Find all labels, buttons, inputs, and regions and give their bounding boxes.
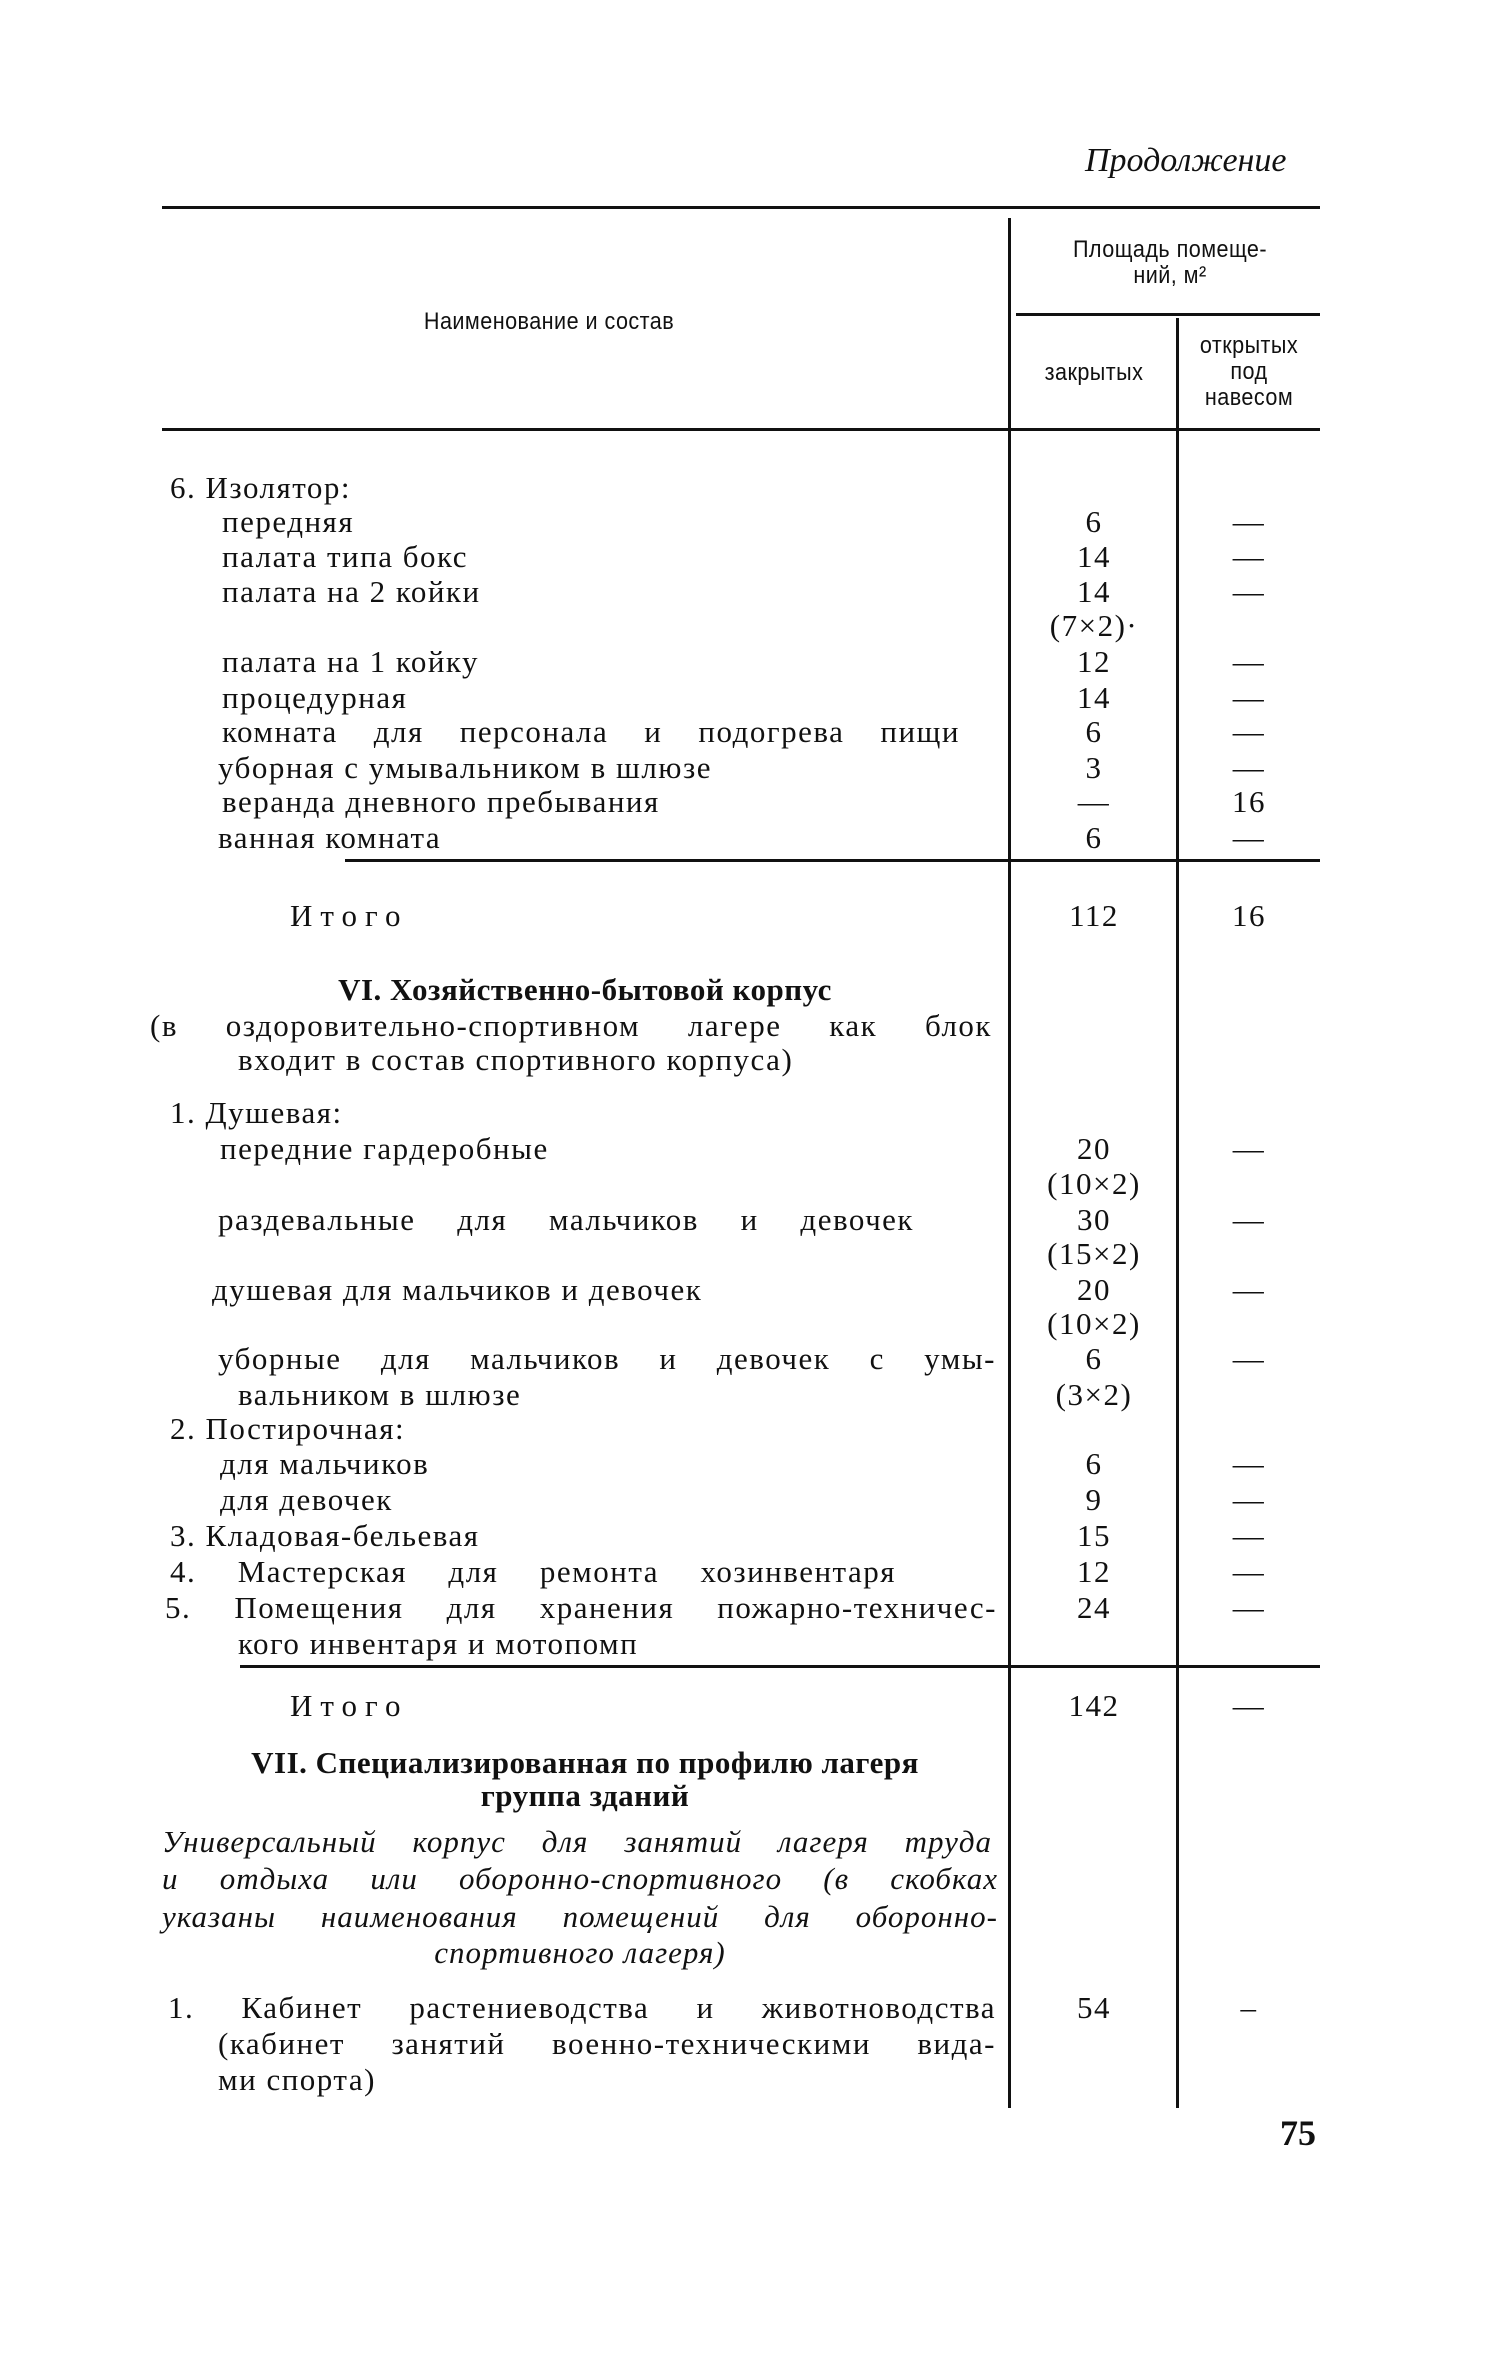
row-closed-breakdown: (15×2)	[1047, 1236, 1141, 1271]
header-bottom-rule	[162, 428, 1320, 431]
row-name-continued: кого инвентаря и мотопомп	[238, 1626, 639, 1661]
row-name: процедурная	[222, 680, 408, 715]
row-closed-breakdown: (3×2)	[1055, 1377, 1133, 1412]
top-rule	[162, 206, 1320, 209]
row-open: —	[1232, 574, 1266, 609]
row-name-continued: ми спорта)	[218, 2062, 376, 2097]
page-number: 75	[1280, 2113, 1316, 2153]
header-open-1: открытых	[1199, 332, 1299, 359]
row-name: передняя	[222, 504, 355, 539]
total-label: Итого	[290, 1688, 409, 1723]
row-open: —	[1232, 680, 1266, 715]
row-closed: 24	[1077, 1590, 1111, 1625]
row-open: –	[1240, 1990, 1258, 2025]
section-note: и отдыха или оборонно-спортивного (в скобках	[162, 1861, 998, 1896]
section-note: (в оздоровительно-спортивном лагере как блок	[150, 1008, 992, 1043]
total-label: Итого	[290, 898, 409, 933]
section-heading-continued: группа зданий	[480, 1778, 690, 1813]
row-closed: —	[1077, 784, 1111, 819]
row-name: для девочек	[220, 1482, 393, 1517]
total-open: —	[1232, 1688, 1266, 1723]
row-name: ванная комната	[218, 820, 442, 855]
row-open: —	[1232, 644, 1266, 679]
row-closed: 20	[1077, 1272, 1111, 1307]
row-name: для мальчиков	[220, 1446, 430, 1481]
row-name: 4. Мастерская для ремонта хозинвентаря	[170, 1554, 896, 1589]
row-open: —	[1232, 1202, 1266, 1237]
row-open: —	[1232, 1272, 1266, 1307]
row-closed: 6	[1085, 1341, 1103, 1376]
row-name: веранда дневного пребывания	[222, 784, 660, 819]
section-note: спортивного лагеря)	[434, 1935, 726, 1970]
row-name: комната для персонала и подогрева пищи	[222, 714, 960, 749]
section-title: 6. Изолятор:	[170, 470, 352, 505]
row-open: —	[1232, 1131, 1266, 1166]
item-title: 1. Душевая:	[170, 1095, 343, 1130]
section-note: входит в состав спортивного корпуса)	[238, 1042, 794, 1077]
row-closed-breakdown: (10×2)	[1047, 1166, 1141, 1201]
row-closed: 20	[1077, 1131, 1111, 1166]
row-open: —	[1232, 539, 1266, 574]
item-title: 2. Постирочная:	[170, 1411, 406, 1446]
row-name: уборные для мальчиков и девочек с умы-	[218, 1341, 996, 1376]
continuation-label: Продолжение	[1085, 142, 1287, 179]
row-closed: 30	[1077, 1202, 1111, 1237]
total-closed: 112	[1069, 898, 1119, 933]
section-rule	[345, 859, 1320, 862]
column-divider-2	[1176, 318, 1179, 2108]
row-closed: 54	[1077, 1990, 1111, 2025]
row-name: душевая для мальчиков и девочек	[212, 1272, 703, 1307]
row-closed: 12	[1077, 1554, 1111, 1589]
row-name: 3. Кладовая-бельевая	[170, 1518, 480, 1553]
row-name-continued: (кабинет занятий военно-техническими вида-	[218, 2026, 996, 2061]
section-heading: VII. Специализированная по профилю лагеря	[251, 1745, 919, 1780]
row-name-continued: вальником в шлюзе	[238, 1377, 522, 1412]
total-closed: 142	[1068, 1688, 1120, 1723]
row-open: 16	[1232, 784, 1266, 819]
row-open: —	[1232, 750, 1266, 785]
row-closed: 6	[1085, 820, 1103, 855]
row-closed: 3	[1085, 750, 1103, 785]
header-open-3: навесом	[1204, 384, 1294, 411]
header-closed: закрытых	[1044, 359, 1144, 386]
section-note: Универсальный корпус для занятий лагеря труда	[162, 1824, 992, 1859]
row-closed: 14	[1077, 574, 1111, 609]
row-name: 1. Кабинет растениеводства и животноводства	[168, 1990, 996, 2025]
row-closed: 6	[1085, 714, 1103, 749]
row-open: —	[1232, 1341, 1266, 1376]
row-open: —	[1232, 1518, 1266, 1553]
row-open: —	[1232, 504, 1266, 539]
row-name: палата типа бокс	[222, 539, 469, 574]
row-name: раздевальные для мальчиков и девочек	[218, 1202, 914, 1237]
row-closed: 6	[1085, 1446, 1103, 1481]
column-divider-1	[1008, 218, 1011, 2108]
row-open: —	[1232, 1446, 1266, 1481]
total-open: 16	[1232, 898, 1266, 933]
header-area-group: Площадь помеще-	[1072, 236, 1268, 263]
header-name-column: Наименование и состав	[423, 308, 675, 335]
row-open: —	[1232, 1590, 1266, 1625]
subheader-rule	[1016, 313, 1320, 316]
row-closed: 15	[1077, 1518, 1111, 1553]
row-name: палата на 2 койки	[222, 574, 481, 609]
row-closed: 9	[1085, 1482, 1103, 1517]
row-name: уборная с умывальником в шлюзе	[218, 750, 712, 785]
header-area-group-units: ний, м²	[1133, 262, 1207, 289]
row-open: —	[1232, 820, 1266, 855]
row-open: —	[1232, 1554, 1266, 1589]
section-heading: VI. Хозяйственно-бытовой корпус	[338, 972, 832, 1007]
row-closed-breakdown: (10×2)	[1047, 1306, 1141, 1341]
row-closed: 14	[1077, 680, 1111, 715]
row-closed: 14	[1077, 539, 1111, 574]
row-name: палата на 1 койку	[222, 644, 480, 679]
row-closed: 6	[1085, 504, 1103, 539]
row-open: —	[1232, 1482, 1266, 1517]
row-name: 5. Помещения для хранения пожарно-техничес-	[165, 1590, 997, 1625]
row-closed-breakdown: (7×2)·	[1049, 608, 1139, 643]
header-open-2: под	[1230, 358, 1268, 385]
row-open: —	[1232, 714, 1266, 749]
row-closed: 12	[1077, 644, 1111, 679]
section-note: указаны наименования помещений для оборонно-	[162, 1899, 998, 1934]
section-rule	[240, 1665, 1320, 1668]
row-name: передние гардеробные	[220, 1131, 549, 1166]
